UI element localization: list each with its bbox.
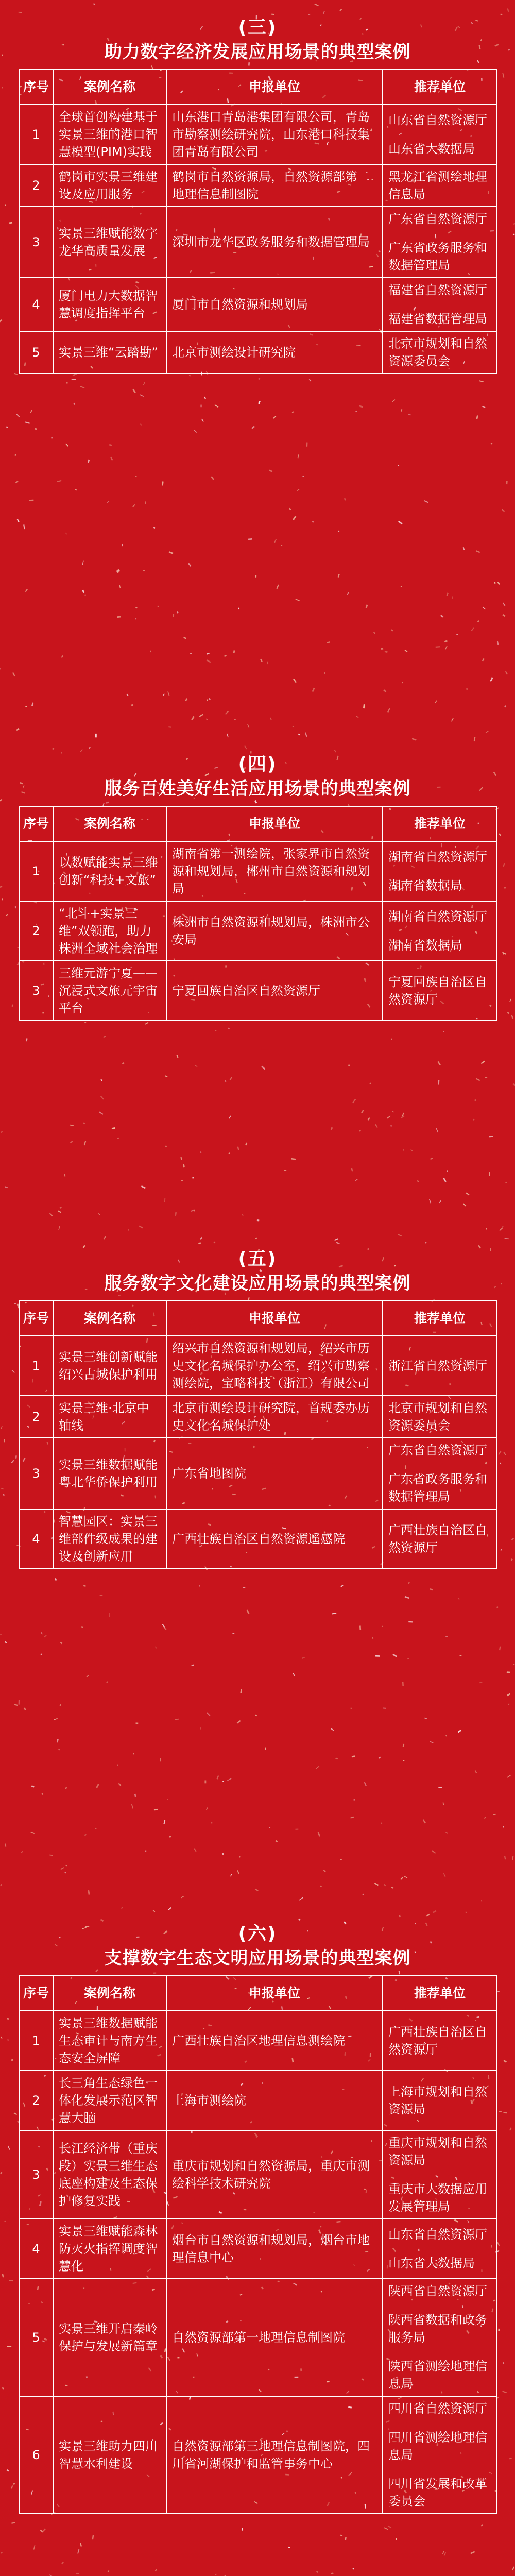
cell-no: 1 — [19, 105, 53, 164]
header-name: 案例名称 — [53, 70, 166, 105]
table-header-row — [19, 1301, 497, 1336]
header-no: 序号 — [19, 70, 53, 105]
cell-applicant: 厦门市自然资源和规划局 — [166, 278, 383, 331]
cell-applicant: 绍兴市自然资源和规划局，绍兴市历史文化名城保护办公室，绍兴市勘察测绘院，宝略科技（浙江）有限公司 — [166, 1336, 383, 1396]
header-recommender: 推荐单位 — [383, 70, 497, 105]
cell-no: 3 — [19, 961, 53, 1021]
cell-name: 实景三维数据赋能生态审计与南方生态安全屏障 — [53, 2011, 166, 2071]
header-recommender: 推荐单位 — [383, 1976, 497, 2011]
recommender-unit: 山东省大数据局 — [388, 2256, 475, 2270]
recommender-gap — [388, 2169, 491, 2180]
cell-recommender — [383, 2396, 497, 2514]
section-5 — [0, 1247, 515, 1564]
table-row — [19, 105, 497, 164]
table-row — [19, 1509, 497, 1569]
cell-applicant: 深圳市龙华区政务服务和数据管理局 — [166, 207, 383, 278]
cell-recommender — [383, 2130, 497, 2219]
cell-no: 3 — [19, 2130, 53, 2219]
cell-no: 4 — [19, 2219, 53, 2279]
cell-recommender — [383, 2279, 497, 2396]
cell-no: 4 — [19, 1509, 53, 1569]
recommender-unit: 湖南省自然资源厅 — [388, 909, 487, 924]
case-table — [19, 1300, 497, 1569]
recommender-unit: 陕西省测绘地理信息局 — [388, 2359, 487, 2391]
table-row — [19, 207, 497, 278]
recommender-unit: 重庆市大数据应用发展管理局 — [388, 2182, 487, 2214]
recommender-gap — [388, 2464, 491, 2475]
section-header — [0, 752, 515, 801]
cell-recommender — [383, 1396, 497, 1438]
recommender-gap — [388, 2243, 491, 2255]
cell-applicant: 上海市测绘院 — [166, 2071, 383, 2130]
cell-recommender — [383, 2219, 497, 2279]
case-table — [19, 1975, 497, 2514]
cell-no: 4 — [19, 278, 53, 331]
header-applicant: 申报单位 — [166, 70, 383, 105]
cell-applicant: 自然资源部第一地理信息制图院 — [166, 2279, 383, 2396]
header-no: 序号 — [19, 806, 53, 841]
recommender-gap — [388, 2300, 491, 2311]
cell-no: 5 — [19, 331, 53, 374]
header-applicant: 申报单位 — [166, 1301, 383, 1336]
recommender-unit: 北京市规划和自然资源委员会 — [388, 1401, 487, 1433]
recommender-unit: 四川省发展和改革委员会 — [388, 2477, 487, 2509]
recommender-unit: 宁夏回族自治区自然资源厅 — [388, 975, 487, 1007]
recommender-unit: 浙江省自然资源厅 — [388, 1359, 487, 1373]
cell-name: 长江经济带（重庆段）实景三维生态底座构建及生态保护修复实践 — [53, 2130, 166, 2219]
table-row — [19, 278, 497, 331]
recommender-unit: 四川省自然资源厅 — [388, 2401, 487, 2416]
recommender-unit: 陕西省自然资源厅 — [388, 2284, 487, 2298]
recommender-unit: 广西壮族自治区自然资源厅 — [388, 1523, 487, 1555]
table-row — [19, 2011, 497, 2071]
recommender-unit: 陕西省数据和政务服务局 — [388, 2313, 487, 2345]
cell-recommender — [383, 207, 497, 278]
cell-name: 实景三维数据赋能粤北华侨保护利用 — [53, 1438, 166, 1509]
table-row — [19, 331, 497, 374]
recommender-gap — [388, 228, 491, 239]
recommender-unit: 福建省自然资源厅 — [388, 283, 487, 297]
cell-name: “北斗+实景三维”双领跑，助力株洲全域社会治理 — [53, 901, 166, 961]
header-name: 案例名称 — [53, 1301, 166, 1336]
cell-no: 6 — [19, 2396, 53, 2514]
table-row — [19, 961, 497, 1021]
cell-name: 长三角生态绿色一体化发展示范区智慧大脑 — [53, 2071, 166, 2130]
cell-recommender — [383, 1336, 497, 1396]
cell-recommender — [383, 331, 497, 374]
cell-name: 实景三维·北京中轴线 — [53, 1396, 166, 1438]
cell-name: 实景三维创新赋能绍兴古城保护利用 — [53, 1336, 166, 1396]
table-row — [19, 164, 497, 207]
case-table — [19, 69, 497, 374]
recommender-unit: 湖南省数据局 — [388, 938, 462, 953]
cell-recommender — [383, 278, 497, 331]
cell-no: 3 — [19, 1438, 53, 1509]
cell-no: 2 — [19, 2071, 53, 2130]
recommender-unit: 湖南省自然资源厅 — [388, 850, 487, 864]
cell-applicant: 宁夏回族自治区自然资源厅 — [166, 961, 383, 1021]
cell-applicant: 重庆市规划和自然资源局，重庆市测绘科学技术研究院 — [166, 2130, 383, 2219]
recommender-unit: 湖南省数据局 — [388, 878, 462, 893]
table-row — [19, 2396, 497, 2514]
cell-name: 鹤岗市实景三维建设及应用服务 — [53, 164, 166, 207]
table-header-row — [19, 806, 497, 841]
cell-applicant: 广东省地图院 — [166, 1438, 383, 1509]
cell-applicant: 北京市测绘设计研究院 — [166, 331, 383, 374]
recommender-unit: 山东省自然资源厅 — [388, 2227, 487, 2242]
recommender-unit: 广东省自然资源厅 — [388, 1443, 487, 1458]
recommender-gap — [388, 925, 491, 937]
section-number: (四) — [238, 754, 277, 775]
cell-applicant: 山东港口青岛港集团有限公司，青岛市勘察测绘研究院，山东港口科技集团青岛有限公司 — [166, 105, 383, 164]
cell-name: 实景三维赋能森林防灭火指挥调度智慧化 — [53, 2219, 166, 2279]
cell-applicant: 自然资源部第三地理信息制图院，四川省河湖保护和监管事务中心 — [166, 2396, 383, 2514]
section-title: 助力数字经济发展应用场景的典型案例 — [104, 42, 411, 62]
cell-no: 2 — [19, 164, 53, 207]
recommender-gap — [388, 866, 491, 877]
table-row — [19, 841, 497, 901]
cell-recommender — [383, 105, 497, 164]
recommender-unit: 黑龙江省测绘地理信息局 — [388, 170, 487, 201]
recommender-unit: 四川省测绘地理信息局 — [388, 2430, 487, 2462]
recommender-unit: 广东省政务服务和数据管理局 — [388, 241, 487, 273]
section-number: (五) — [238, 1248, 277, 1269]
table-row — [19, 2130, 497, 2219]
cell-applicant: 广西壮族自治区自然资源遥感院 — [166, 1509, 383, 1569]
cell-name: 全球首创构建基于实景三维的港口智慧模型(PIM)实践 — [53, 105, 166, 164]
cell-name: 实景三维开启秦岭保护与发展新篇章 — [53, 2279, 166, 2396]
cell-no: 2 — [19, 1396, 53, 1438]
recommender-unit: 重庆市规划和自然资源局 — [388, 2136, 487, 2167]
recommender-unit: 广东省自然资源厅 — [388, 212, 487, 226]
cell-recommender — [383, 2011, 497, 2071]
table-row — [19, 1438, 497, 1509]
recommender-gap — [388, 1459, 491, 1470]
cell-recommender — [383, 164, 497, 207]
header-recommender: 推荐单位 — [383, 1301, 497, 1336]
cell-name: 实景三维“云踏勘” — [53, 331, 166, 374]
section-number: (六) — [238, 1923, 277, 1944]
cell-applicant: 湖南省第一测绘院，张家界市自然资源和规划局，郴州市自然资源和规划局 — [166, 841, 383, 901]
recommender-unit: 山东省大数据局 — [388, 142, 475, 156]
table-row — [19, 1396, 497, 1438]
section-3 — [0, 15, 515, 368]
recommender-unit: 广东省政务服务和数据管理局 — [388, 1472, 487, 1504]
cell-applicant: 北京市测绘设计研究院，首规委办历史文化名城保护处 — [166, 1396, 383, 1438]
section-title: 服务数字文化建设应用场景的典型案例 — [104, 1273, 411, 1294]
table-row — [19, 901, 497, 961]
cell-applicant: 鹤岗市自然资源局，自然资源部第二地理信息制图院 — [166, 164, 383, 207]
recommender-unit: 广西壮族自治区自然资源厅 — [388, 2025, 487, 2057]
cell-name: 厦门电力大数据智慧调度指挥平台 — [53, 278, 166, 331]
recommender-unit: 北京市规划和自然资源委员会 — [388, 336, 487, 368]
cell-name: 三维元游宁夏——沉浸式文旅元宇宙平台 — [53, 961, 166, 1021]
table-row — [19, 2219, 497, 2279]
section-4 — [0, 752, 515, 1015]
recommender-gap — [388, 129, 491, 140]
cell-no: 1 — [19, 2011, 53, 2071]
cell-recommender — [383, 1438, 497, 1509]
header-applicant: 申报单位 — [166, 1976, 383, 2011]
cell-name: 以数赋能实景三维创新“科技+文旅” — [53, 841, 166, 901]
cell-recommender — [383, 901, 497, 961]
header-no: 序号 — [19, 1976, 53, 2011]
recommender-unit: 福建省数据管理局 — [388, 312, 487, 326]
cell-recommender — [383, 1509, 497, 1569]
cell-no: 1 — [19, 841, 53, 901]
cell-name: 实景三维助力四川智慧水利建设 — [53, 2396, 166, 2514]
recommender-gap — [388, 299, 491, 310]
cell-applicant: 株洲市自然资源和规划局，株洲市公安局 — [166, 901, 383, 961]
cell-name: 实景三维赋能数字龙华高质量发展 — [53, 207, 166, 278]
cell-no: 2 — [19, 901, 53, 961]
header-recommender: 推荐单位 — [383, 806, 497, 841]
section-header — [0, 1922, 515, 1970]
header-applicant: 申报单位 — [166, 806, 383, 841]
section-header — [0, 15, 515, 64]
recommender-gap — [388, 2346, 491, 2358]
cell-name: 智慧园区：实景三维部件级成果的建设及创新应用 — [53, 1509, 166, 1569]
cell-no: 1 — [19, 1336, 53, 1396]
header-no: 序号 — [19, 1301, 53, 1336]
section-6 — [0, 1922, 515, 2509]
cell-no: 3 — [19, 207, 53, 278]
recommender-gap — [388, 2417, 491, 2429]
table-row — [19, 2279, 497, 2396]
table-row — [19, 1336, 497, 1396]
table-header-row — [19, 1976, 497, 2011]
recommender-unit: 山东省自然资源厅 — [388, 113, 487, 127]
table-row — [19, 2071, 497, 2130]
section-header — [0, 1247, 515, 1295]
section-title: 支撑数字生态文明应用场景的典型案例 — [104, 1948, 411, 1969]
cell-recommender — [383, 841, 497, 901]
cell-applicant: 广西壮族自治区地理信息测绘院 — [166, 2011, 383, 2071]
section-title: 服务百姓美好生活应用场景的典型案例 — [104, 778, 411, 799]
cell-applicant: 烟台市自然资源和规划局，烟台市地理信息中心 — [166, 2219, 383, 2279]
cell-no: 5 — [19, 2279, 53, 2396]
header-name: 案例名称 — [53, 1976, 166, 2011]
cell-recommender — [383, 2071, 497, 2130]
case-table — [19, 806, 497, 1021]
recommender-unit: 上海市规划和自然资源局 — [388, 2084, 487, 2116]
header-name: 案例名称 — [53, 806, 166, 841]
section-number: (三) — [238, 17, 277, 38]
table-header-row — [19, 70, 497, 105]
cell-recommender — [383, 961, 497, 1021]
